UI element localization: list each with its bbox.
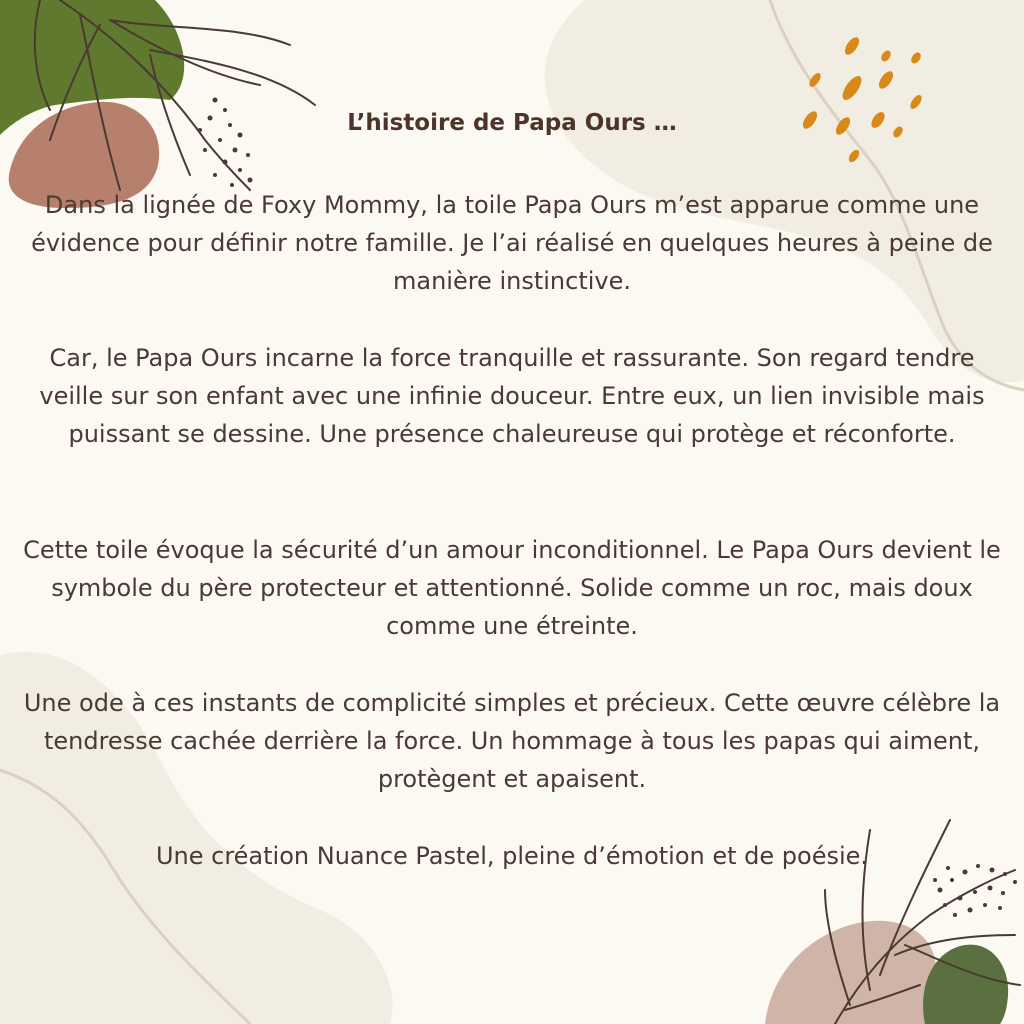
paragraph-signature: Une création Nuance Pastel, pleine d’émotion et de poésie. bbox=[155, 842, 869, 870]
paragraph-securite: Cette toile évoque la sécurité d’un amour inconditionnel. Le Papa Ours devient le symbole du père protecteur et attentionné. Solide comme un roc, mais doux comme une étreinte. bbox=[23, 536, 1001, 640]
paragraph-intro: Dans la lignée de Foxy Mommy, la toile Papa Ours m’est apparue comme une évidence pour définir notre famille. Je l’ai réalisé en quelques heures à peine de manière instinctive. bbox=[31, 191, 993, 295]
page-title: L’histoire de Papa Ours … bbox=[347, 110, 677, 136]
paragraph-force: Car, le Papa Ours incarne la force tranquille et rassurante. Son regard tendre veille sur son enfant avec une infinie douceur. Entre eux, un lien invisible mais puissant se dessine. Une présence chaleureuse qui protège et réconforte. bbox=[39, 344, 985, 448]
paragraph-ode: Une ode à ces instants de complicité simples et précieux. Cette œuvre célèbre la tendresse cachée derrière la force. Un hommage à tous les papas qui aiment, protègent et apaisent. bbox=[23, 689, 1001, 793]
green-blob-bottom-right bbox=[923, 945, 1008, 1024]
